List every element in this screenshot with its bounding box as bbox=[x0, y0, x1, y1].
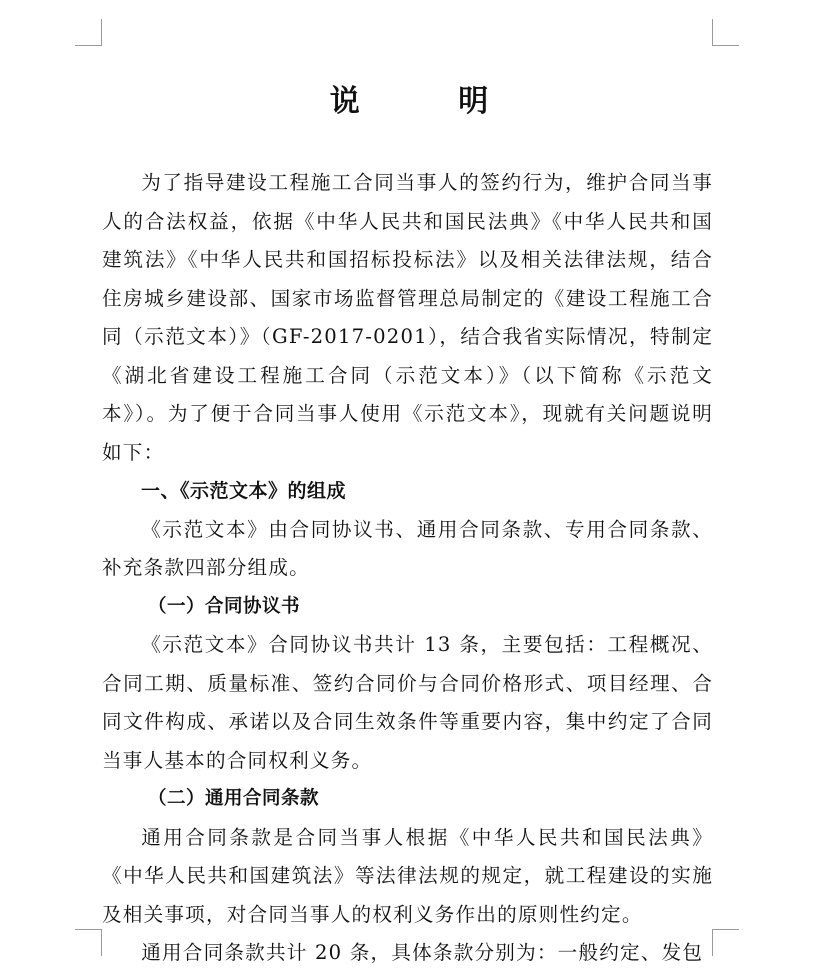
page-corner-mark-top-left bbox=[75, 19, 102, 46]
body-paragraph: 《示范文本》合同协议书共计 13 条，主要包括：工程概况、合同工期、质量标准、签约合同价与合同价格形式、项目经理、合同文件构成、承诺以及合同生效条件等重要内容，集中约定了合同当事人基本的合同权利义务。 bbox=[102, 633, 713, 772]
document-body bbox=[102, 164, 713, 973]
subsection-heading: （二）通用合同条款 bbox=[148, 788, 320, 809]
page-corner-mark-bottom-right bbox=[712, 929, 739, 956]
body-paragraph: 通用合同条款是合同当事人根据《中华人民共和国民法典》《中华人民共和国建筑法》等法律法规的规定，就工程建设的实施及相关事项，对合同当事人的权利义务作出的原则性约定。 bbox=[102, 825, 713, 926]
intro-paragraph: 为了指导建设工程施工合同当事人的签约行为，维护合同当事人的合法权益，依据《中华人民共和国民法典》《中华人民共和国建筑法》《中华人民共和国招标投标法》以及相关法律法规，结合住房城乡建设部、国家市场监督管理总局制定的《建设工程施工合同（示范文本）》（GF-2017-0201），结合我省实际情况，特制定《湖北省建设工程施工合同（示范文本）》（以下简称《示范文本》）。为了便于合同当事人使用《示范文本》，现就有关问题说明如下： bbox=[102, 171, 713, 464]
page-corner-mark-top-right bbox=[712, 19, 739, 46]
section-heading: 一、《示范文本》的组成 bbox=[141, 480, 347, 502]
body-paragraph: 《示范文本》由合同协议书、通用合同条款、专用合同条款、补充条款四部分组成。 bbox=[102, 517, 713, 579]
body-paragraph: 通用合同条款共计 20 条，具体条款分别为：一般约定、发包 bbox=[141, 941, 704, 964]
subsection-heading: （一）合同协议书 bbox=[148, 595, 301, 617]
page-title: 说 明 bbox=[329, 84, 533, 119]
page-corner-mark-bottom-left bbox=[75, 929, 102, 956]
